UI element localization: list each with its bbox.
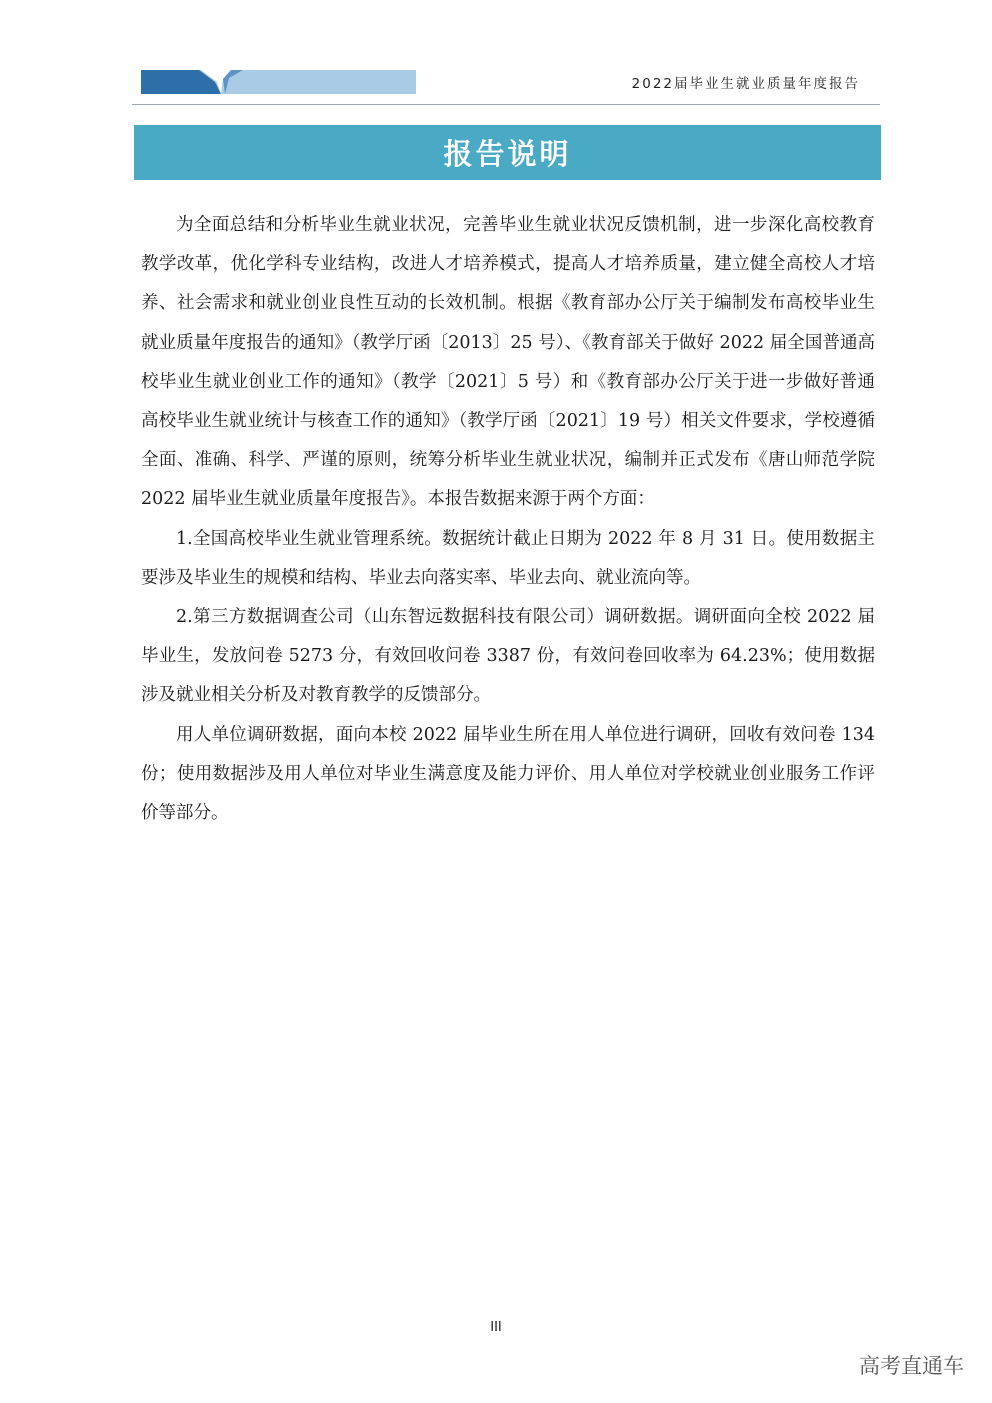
- paragraph-source-2: 2.第三方数据调查公司（山东智远数据科技有限公司）调研数据。调研面向全校 2022 届毕业生，发放问卷 5273 分，有效回收问卷 3387 份，有效问卷回收率为 64.23%；使用数据涉及就业相关分析及对教育教学的反馈部分。: [141, 607, 875, 706]
- header-logo-bar: [141, 70, 416, 94]
- watermark-text: 高考直通车: [859, 1354, 964, 1378]
- header-divider: [132, 104, 880, 105]
- paragraph-intro: 为全面总结和分析毕业生就业状况，完善毕业生就业状况反馈机制，进一步深化高校教育教学改革，优化学科专业结构，改进人才培养模式，提高人才培养质量，建立健全高校人才培养、社会需求和就业创业良性互动的长效机制。根据《教育部办公厅关于编制发布高校毕业生就业质量年度报告的通知》（教学厅函〔2013〕25 号）、《教育部关于做好 2022 届全国普通高校毕业生就业创业工作的通知》（教学〔2021〕5 号）和《教育部办公厅关于进一步做好普通高校毕业生就业统计与核查工作的通知》（教学厅函〔2021〕19 号）相关文件要求，学校遵循全面、准确、科学、严谨的原则，统筹分析毕业生就业状况，编制并正式发布《唐山师范学院 2022 届毕业生就业质量年度报告》。本报告数据来源于两个方面：: [141, 215, 875, 510]
- section-title-bar: [134, 125, 881, 180]
- report-body: [141, 206, 875, 833]
- paragraph-source-1: 1.全国高校毕业生就业管理系统。数据统计截止日期为 2022 年 8 月 31 日。使用数据主要涉及毕业生的规模和结构、毕业去向落实率、毕业去向、就业流向等。: [141, 528, 875, 588]
- paragraph-employer-survey: 用人单位调研数据，面向本校 2022 届毕业生所在用人单位进行调研，回收有效问卷 134 份；使用数据涉及用人单位对毕业生满意度及能力评价、用人单位对学校就业创业服务工作评价等部分。: [141, 724, 875, 824]
- header-title: 2022届毕业生就业质量年度报告: [631, 76, 860, 92]
- page-number: III: [490, 1320, 502, 1335]
- section-title: 报告说明: [443, 137, 572, 171]
